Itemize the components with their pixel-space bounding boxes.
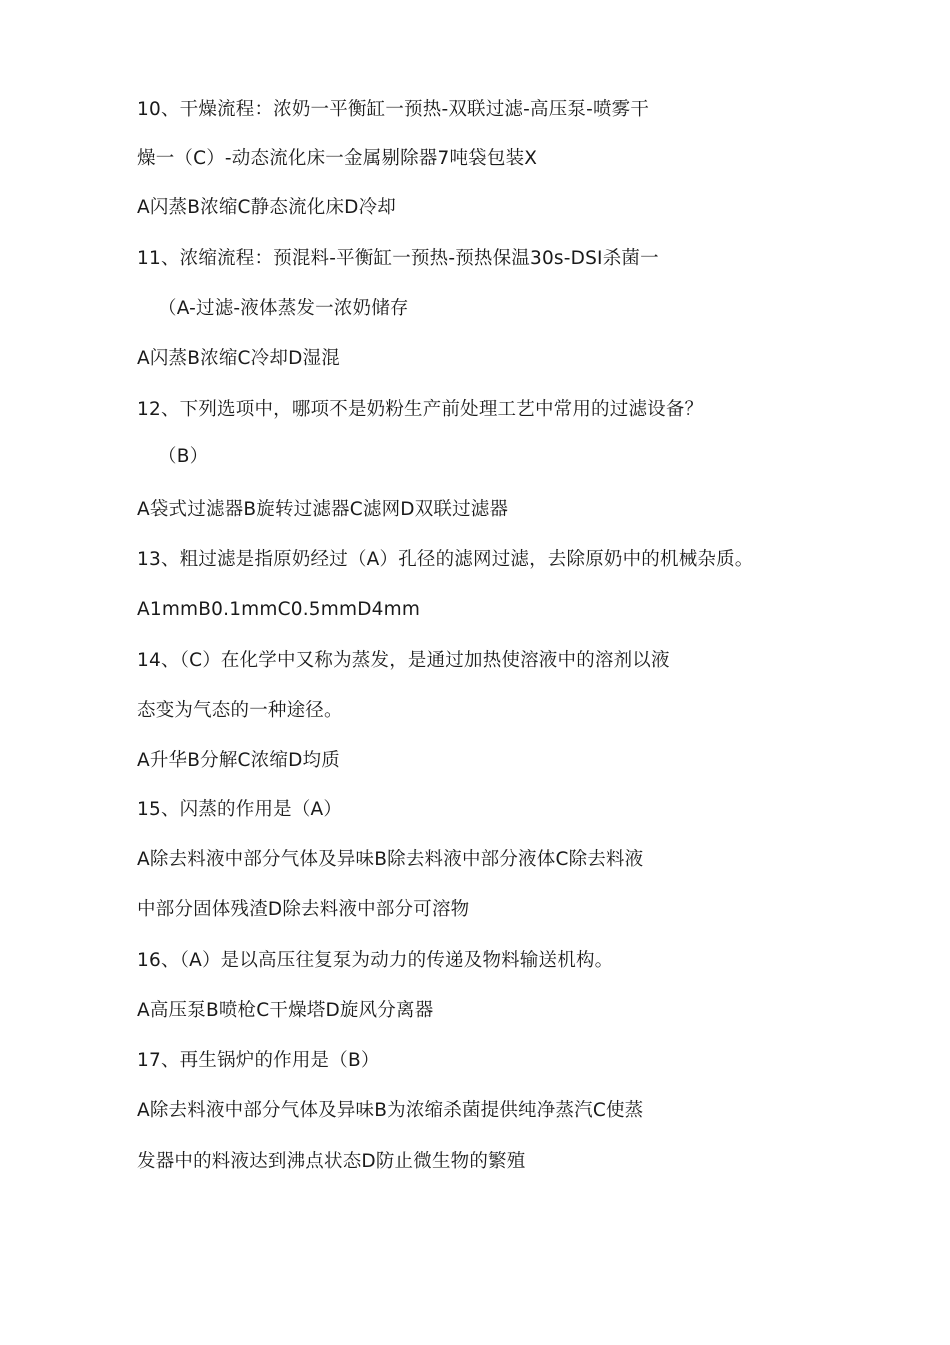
q17-options-2: 发器中的料液达到沸点状态D防止微生物的繁殖: [137, 1151, 526, 1172]
q10-options: A闪蒸B浓缩C静态流化床D冷却: [137, 197, 397, 218]
q11-line-1: 11、浓缩流程：预混料-平衡缸一预热-预热保温30s-DSI杀菌一: [137, 248, 659, 269]
q11-line-2: （A-过滤-液体蒸发一浓奶储存: [158, 298, 409, 319]
q17-options-1: A除去料液中部分气体及异味B为浓缩杀菌提供纯净蒸汽C使蒸: [137, 1100, 644, 1121]
q11-options: A闪蒸B浓缩C冷却D湿混: [137, 348, 340, 369]
q14-options: A升华B分解C浓缩D均质: [137, 750, 340, 771]
q17-line-1: 17、再生锅炉的作用是（B）: [137, 1050, 380, 1071]
q10-line-1: 10、干燥流程：浓奶一平衡缸一预热-双联过滤-高压泵-喷雾干: [137, 99, 650, 120]
q10-line-2: 燥一（C）-动态流化床一金属剔除器7吨袋包装X: [137, 148, 538, 169]
q16-options: A高压泵B喷枪C干燥塔D旋风分离器: [137, 1000, 434, 1021]
q14-line-2: 态变为气态的一种途径。: [137, 700, 343, 721]
q13-options: A1mmB0.1mmC0.5mmD4mm: [137, 599, 421, 620]
q15-options-2: 中部分固体残渣D除去料液中部分可溶物: [137, 899, 470, 920]
q15-options-1: A除去料液中部分气体及异味B除去料液中部分液体C除去料液: [137, 849, 644, 870]
q16-line-1: 16、（A）是以高压往复泵为动力的传递及物料输送机构。: [137, 950, 614, 971]
q14-line-1: 14、（C）在化学中又称为蒸发，是通过加热使溶液中的溶剂以液: [137, 650, 670, 671]
q13-line-1: 13、粗过滤是指原奶经过（A）孔径的滤网过滤，去除原奶中的机械杂质。: [137, 549, 754, 570]
q12-options: A袋式过滤器B旋转过滤器C滤网D双联过滤器: [137, 499, 509, 520]
q15-line-1: 15、闪蒸的作用是（A）: [137, 799, 343, 820]
q12-line-1: 12、下列选项中，哪项不是奶粉生产前处理工艺中常用的过滤设备？: [137, 399, 704, 420]
q12-answer: （B）: [158, 446, 209, 467]
